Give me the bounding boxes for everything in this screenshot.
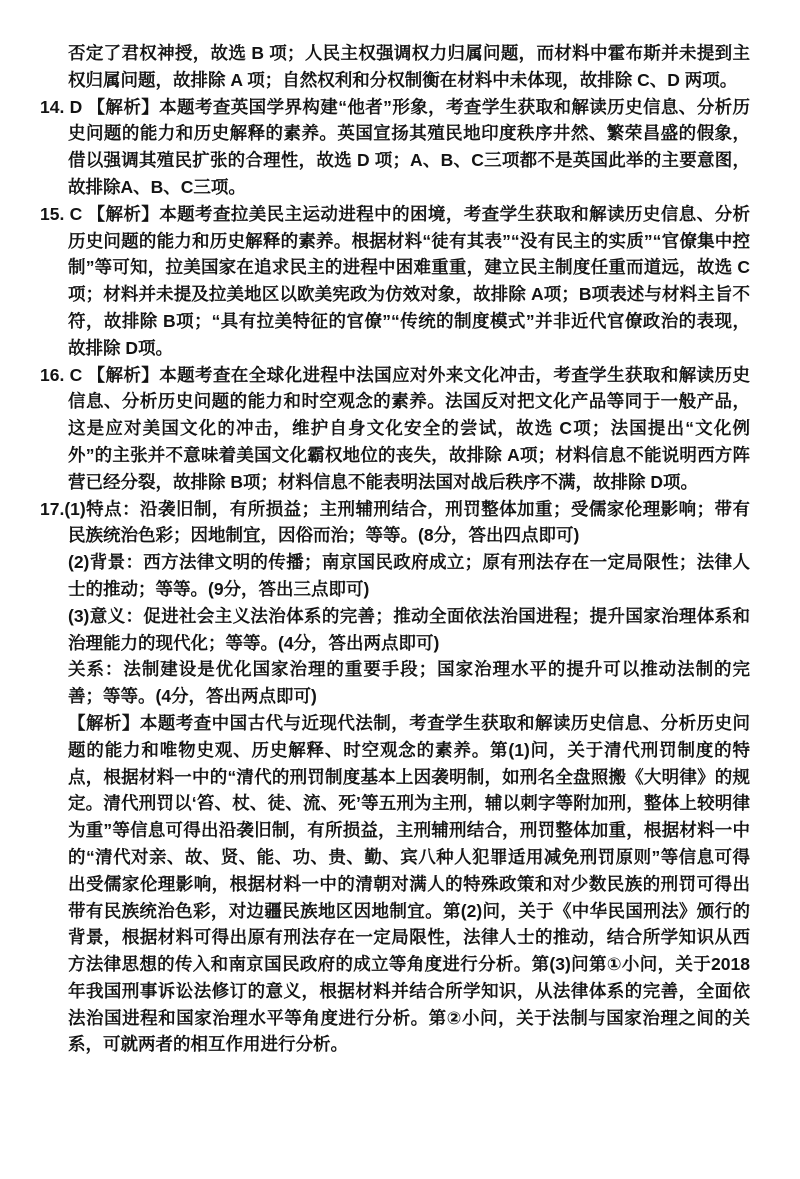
answer-13-continuation [40,40,750,94]
answer-item-14 [40,94,750,201]
question-number: 17. [40,498,65,519]
question-number: 14. [40,96,65,117]
answer-item-16 [40,362,750,496]
sub-answer-text: 关系：法制建设是优化国家治理的重要手段；国家治理水平的提升可以推动法制的完善；等等。(4分，答出两点即可) [68,659,750,707]
answer-item-17-analysis [40,710,750,1058]
paragraph-text: 否定了君权神授，故选 B 项；人民主权强调权力归属问题，而材料中霍布斯并未提到主权归属问题，故排除 A 项；自然权利和分权制衡在材料中未体现，故排除 C、D 两项。 [68,43,750,90]
answer-item-17-part1 [40,496,750,550]
analysis-text: 【解析】本题考查拉美民主运动进程中的困境，考查学生获取和解读历史信息、分析历史问题的能力和历史解释的素养。根据材料“徒有其表”“没有民主的实质”“官僚集中控制”等可知，拉美国家在追求民主的进程中困难重重，建立民主制度任重而道远，故选 C项；材料并未提及拉美地区以欧美宪政为仿效对象，故排除 A项；B项表述与材料主旨不符，故排除 B项；“具有拉美特征的官僚”“传统的制度模式”并非近代官僚政治的表现，故排除 D项。 [68,203,750,358]
question-number: 16. [40,364,65,385]
sub-answer-text: (3)意义：促进社会主义法治体系的完善；推动全面依法治国进程；提升国家治理体系和治理能力的现代化；等等。(4分，答出两点即可) [68,605,750,653]
question-number: 15. [40,203,65,224]
answer-item-17-relation [40,656,750,710]
answer-item-17-part3 [40,603,750,657]
analysis-text: 【解析】本题考查在全球化进程中法国应对外来文化冲击，考查学生获取和解读历史信息、分析历史问题的能力和时空观念的素养。法国反对把文化产品等同于一般产品，这是应对美国文化的冲击，维护自身文化安全的尝试，故选 C项；法国提出“文化例外”的主张并不意味着美国文化霸权地位的丧失，故排除 A项；材料信息不能说明西方阵营已经分裂，故排除 B项；材料信息不能表明法国对战后秩序不满，故排除 D项。 [68,364,750,492]
answer-item-15 [40,201,750,362]
answer-letter: C [69,364,83,385]
analysis-text: 【解析】本题考查中国古代与近现代法制，考查学生获取和解读历史信息、分析历史问题的能力和唯物史观、历史解释、时空观念的素养。第(1)问，关于清代刑罚制度的特点，根据材料一中的“清代的刑罚制度基本上因袭明制，如刑名全盘照搬《大明律》的规定。清代刑罚以‘笞、杖、徒、流、死’等五刑为主刑，辅以刺字等附加刑，整体上较明律为重”等信息可得出沿袭旧制，有所损益，主刑辅刑结合，刑罚整体加重，根据材料一中的“清代对亲、故、贤、能、功、贵、勤、宾八种人犯罪适用减免刑罚原则”等信息可得出受儒家伦理影响，根据材料一中的清朝对满人的特殊政策和对少数民族的刑罚可得出带有民族统治色彩，对边疆民族地区因地制宜。第(2)问，关于《中华民国刑法》颁行的背景，根据材料可得出原有刑法存在一定局限性，法律人士的推动，结合所学知识从西方法律思想的传入和南京国民政府的成立等角度进行分析。第(3)问第①小问，关于2018年我国刑事诉讼法修订的意义，根据材料并结合所学知识，从法律体系的完善，全面依法治国进程和国家治理水平等角度进行分析。第②小问，关于法制与国家治理之间的关系，可就两者的相互作用进行分析。 [68,712,750,1055]
analysis-text: 【解析】本题考查英国学界构建“他者”形象，考查学生获取和解读历史信息、分析历史问题的能力和历史解释的素养。英国宣扬其殖民地印度秩序井然、繁荣昌盛的假象，借以强调其殖民扩张的合理性，故选 D 项；A、B、C三项都不是英国此举的主要意图，故排除A、B、C三项。 [68,96,751,197]
sub-answer-text: (1)特点：沿袭旧制，有所损益；主刑辅刑结合，刑罚整体加重；受儒家伦理影响；带有民族统治色彩；因地制宜，因俗而治；等等。(8分，答出四点即可) [64,498,750,546]
answer-letter: C [69,203,83,224]
answer-letter: D [69,96,83,117]
answer-item-17-part2 [40,549,750,603]
sub-answer-text: (2)背景：西方法律文明的传播；南京国民政府成立；原有刑法存在一定局限性；法律人士的推动；等等。(9分，答出三点即可) [68,552,750,599]
